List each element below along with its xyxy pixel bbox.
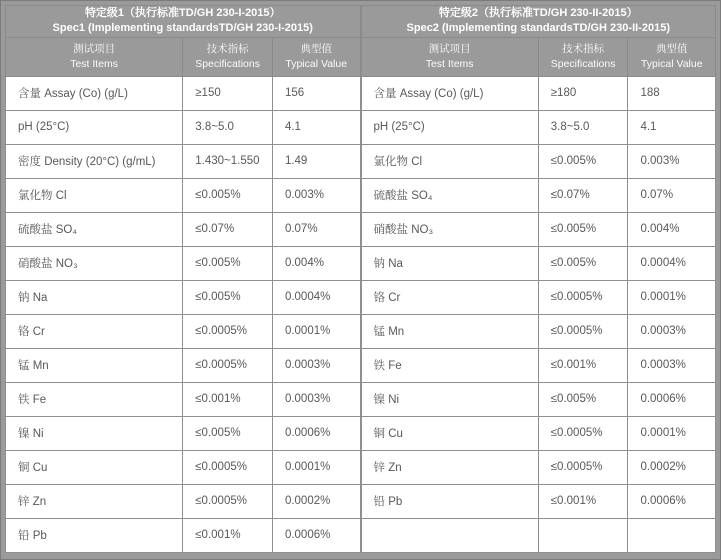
cell-test-item: 钠 Na: [361, 246, 538, 280]
cell-test-item: 密度 Density (20°C) (g/mL): [6, 144, 183, 178]
cell-specification: ≤0.005%: [183, 246, 273, 280]
table-row: [6, 416, 361, 450]
table-row: [6, 484, 361, 518]
cell-specification: ≤0.07%: [183, 212, 273, 246]
cell-typical-value: 0.0002%: [272, 484, 360, 518]
cell-test-item: 锰 Mn: [6, 348, 183, 382]
cell-test-item: 铅 Pb: [6, 518, 183, 552]
cell-test-item: 镍 Ni: [6, 416, 183, 450]
table-row: [361, 348, 716, 382]
col-header-en: Specifications: [195, 57, 260, 70]
cell-typical-value: 0.0006%: [272, 518, 360, 552]
spec1-title: [6, 6, 361, 38]
cell-specification: ≤0.001%: [183, 518, 273, 552]
table-row: [6, 314, 361, 348]
cell-typical-value: 0.0002%: [628, 450, 716, 484]
cell-test-item: 钠 Na: [6, 280, 183, 314]
cell-test-item: 铁 Fe: [361, 348, 538, 382]
cell-specification: ≤0.0005%: [183, 314, 273, 348]
cell-test-item: 氯化物 Cl: [361, 144, 538, 178]
cell-specification: ≤0.0005%: [538, 314, 628, 348]
cell-typical-value: 0.0003%: [272, 382, 360, 416]
cell-test-item: 锌 Zn: [6, 484, 183, 518]
table-row: [361, 110, 716, 144]
table-row: [361, 314, 716, 348]
spec1-title-row: [6, 6, 361, 38]
table-row: [361, 382, 716, 416]
cell-typical-value: 156: [272, 76, 360, 110]
spec2-col-header-test-items: [361, 37, 538, 76]
cell-test-item: 铁 Fe: [6, 382, 183, 416]
cell-specification: ≤0.07%: [538, 178, 628, 212]
cell-typical-value: 0.004%: [272, 246, 360, 280]
cell-specification: 3.8~5.0: [183, 110, 273, 144]
spec1-title-zh: 特定级1（执行标准TD/GH 230-I-2015）: [84, 7, 281, 19]
table-row: [6, 246, 361, 280]
cell-specification: ≤0.005%: [183, 416, 273, 450]
cell-specification: 1.430~1.550: [183, 144, 273, 178]
cell-specification: [538, 518, 628, 552]
cell-test-item: 铜 Cu: [6, 450, 183, 484]
cell-typical-value: 0.0006%: [628, 382, 716, 416]
spec1-header: [6, 6, 361, 77]
cell-test-item: 硫酸盐 SO₄: [361, 178, 538, 212]
spec2-header: [361, 6, 716, 77]
table-row: [361, 144, 716, 178]
spec1-body: [6, 76, 361, 552]
col-header-en: Specifications: [550, 57, 616, 70]
cell-test-item: 铅 Pb: [361, 484, 538, 518]
cell-test-item: 锌 Zn: [361, 450, 538, 484]
cell-test-item: 含量 Assay (Co) (g/L): [361, 76, 538, 110]
table-row: [361, 178, 716, 212]
cell-test-item: 氯化物 Cl: [6, 178, 183, 212]
cell-test-item: 硫酸盐 SO₄: [6, 212, 183, 246]
table-row: [6, 144, 361, 178]
col-header-zh: 典型值: [300, 42, 332, 55]
cell-specification: ≤0.005%: [538, 212, 628, 246]
spec1-column-header-row: [6, 37, 361, 76]
cell-specification: ≤0.0005%: [538, 280, 628, 314]
cell-specification: ≤0.005%: [538, 246, 628, 280]
cell-typical-value: 0.07%: [628, 178, 716, 212]
cell-specification: ≤0.001%: [538, 484, 628, 518]
cell-test-item: [361, 518, 538, 552]
cell-typical-value: 0.0001%: [272, 450, 360, 484]
cell-specification: ≤0.0005%: [183, 348, 273, 382]
col-header-en: Test Items: [425, 57, 474, 70]
col-header-zh: 典型值: [655, 42, 688, 55]
table-row: [6, 280, 361, 314]
spec1-col-header-typical-value: [272, 37, 360, 76]
spec2-col-header-specifications: [538, 37, 628, 76]
cell-typical-value: 0.0003%: [272, 348, 360, 382]
cell-test-item: 铬 Cr: [361, 280, 538, 314]
col-header-zh: 技术指标: [206, 42, 249, 55]
cell-typical-value: 0.0006%: [272, 416, 360, 450]
col-header-zh: 测试项目: [428, 42, 471, 55]
cell-typical-value: 188: [628, 76, 716, 110]
col-header-zh: 测试项目: [73, 42, 116, 55]
table-row: [361, 76, 716, 110]
cell-test-item: 铜 Cu: [361, 416, 538, 450]
cell-typical-value: 0.0004%: [628, 246, 716, 280]
table-row: [361, 450, 716, 484]
spec2-title-zh: 特定级2（执行标准TD/GH 230-II-2015）: [438, 7, 638, 19]
table-row: [6, 348, 361, 382]
cell-specification: 3.8~5.0: [538, 110, 628, 144]
spec2-title-row: [361, 6, 716, 38]
spec1-col-header-specifications: [183, 37, 273, 76]
cell-typical-value: 4.1: [628, 110, 716, 144]
cell-specification: ≤0.0005%: [538, 450, 628, 484]
spec2-title: [361, 6, 716, 38]
table-row: [6, 110, 361, 144]
cell-typical-value: 0.0004%: [272, 280, 360, 314]
table-row: [361, 416, 716, 450]
col-header-en: Typical Value: [640, 57, 703, 70]
cell-typical-value: 0.0001%: [628, 280, 716, 314]
spec2-column-header-row: [361, 37, 716, 76]
cell-typical-value: 0.0003%: [628, 314, 716, 348]
cell-test-item: 铬 Cr: [6, 314, 183, 348]
cell-specification: ≤0.0005%: [183, 450, 273, 484]
cell-test-item: 含量 Assay (Co) (g/L): [6, 76, 183, 110]
spec1-table: [5, 5, 361, 553]
cell-specification: ≥150: [183, 76, 273, 110]
cell-specification: ≤0.0005%: [538, 416, 628, 450]
cell-typical-value: 0.07%: [272, 212, 360, 246]
spec2-body: [361, 76, 716, 552]
cell-typical-value: 0.003%: [272, 178, 360, 212]
cell-typical-value: 0.0001%: [628, 416, 716, 450]
table-row: [361, 246, 716, 280]
table-row: [6, 76, 361, 110]
cell-specification: ≤0.005%: [183, 280, 273, 314]
cell-test-item: 镍 Ni: [361, 382, 538, 416]
col-header-en: Test Items: [70, 57, 119, 70]
spec2-table: [361, 5, 717, 553]
cell-test-item: 硝酸盐 NO₃: [6, 246, 183, 280]
spec2-title-en: Spec2 (Implementing standardsTD/GH 230-II-2015): [406, 22, 670, 35]
cell-test-item: pH (25°C): [6, 110, 183, 144]
spec1-col-header-test-items: [6, 37, 183, 76]
cell-test-item: 锰 Mn: [361, 314, 538, 348]
cell-typical-value: 1.49: [272, 144, 360, 178]
cell-typical-value: 0.004%: [628, 212, 716, 246]
cell-typical-value: 0.0006%: [628, 484, 716, 518]
table-row: [6, 382, 361, 416]
cell-specification: ≤0.001%: [183, 382, 273, 416]
table-row: [361, 280, 716, 314]
table-row: [361, 518, 716, 552]
cell-specification: ≤0.001%: [538, 348, 628, 382]
cell-typical-value: [628, 518, 716, 552]
cell-typical-value: 0.0001%: [272, 314, 360, 348]
cell-typical-value: 0.0003%: [628, 348, 716, 382]
table-row: [6, 518, 361, 552]
cell-specification: ≤0.005%: [183, 178, 273, 212]
table-row: [6, 212, 361, 246]
cell-test-item: pH (25°C): [361, 110, 538, 144]
table-row: [361, 212, 716, 246]
cell-specification: ≤0.005%: [538, 144, 628, 178]
cell-specification: ≤0.0005%: [183, 484, 273, 518]
spec2-col-header-typical-value: [628, 37, 716, 76]
cell-typical-value: 4.1: [272, 110, 360, 144]
col-header-zh: 技术指标: [562, 42, 605, 55]
cell-typical-value: 0.003%: [628, 144, 716, 178]
table-row: [6, 178, 361, 212]
cell-test-item: 硝酸盐 NO₃: [361, 212, 538, 246]
table-row: [361, 484, 716, 518]
col-header-en: Typical Value: [285, 57, 348, 70]
cell-specification: ≤0.005%: [538, 382, 628, 416]
spec1-title-en: Spec1 (Implementing standardsTD/GH 230-I-2015): [52, 22, 313, 35]
table-row: [6, 450, 361, 484]
cell-specification: ≥180: [538, 76, 628, 110]
